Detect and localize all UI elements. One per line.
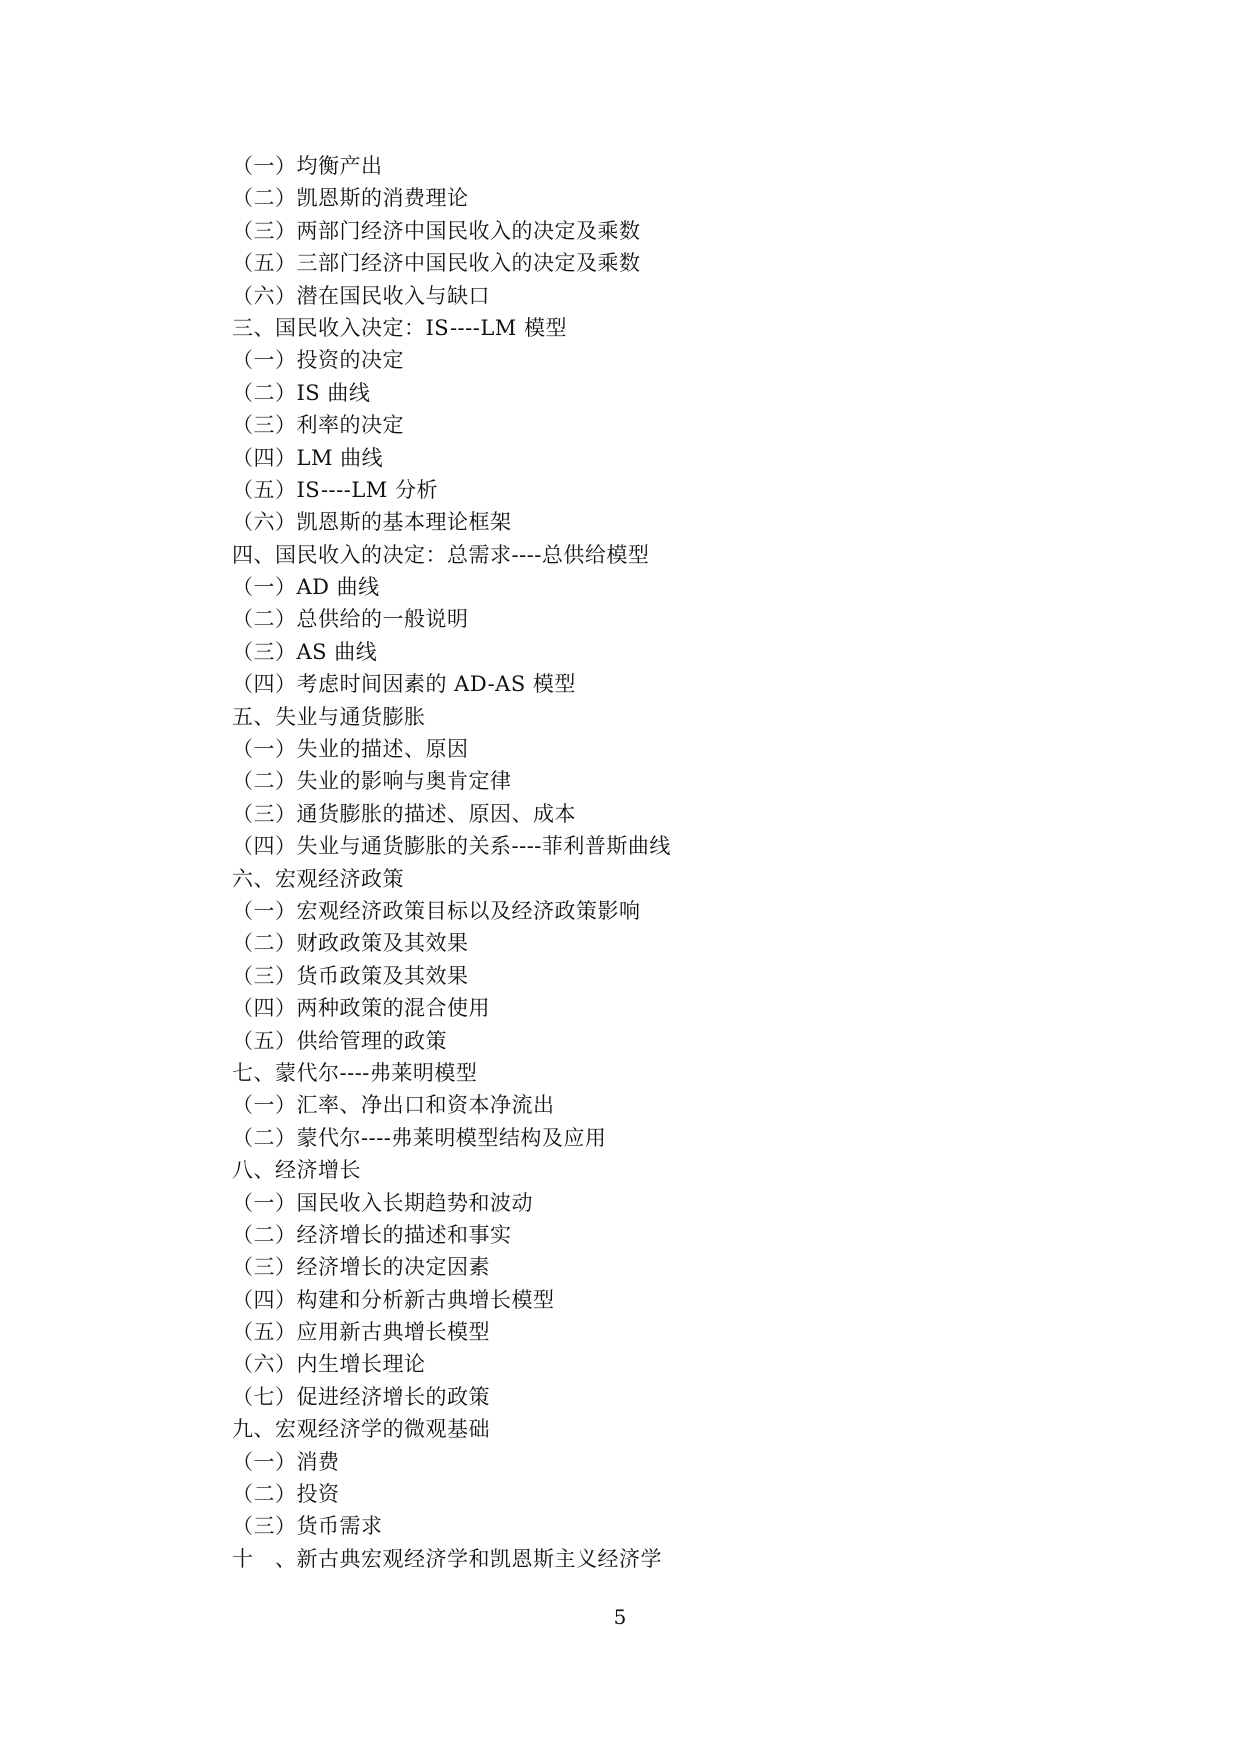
subsection-item: （四）LM 曲线: [232, 445, 384, 470]
section-heading: 十 、新古典宏观经济学和凯恩斯主义经济学: [232, 1546, 662, 1571]
section-heading: 五、失业与通货膨胀: [232, 704, 426, 729]
syllabus-outline: [232, 150, 671, 1575]
section-heading: 八、经济增长: [232, 1158, 361, 1183]
subsection-item: （一）消费: [232, 1449, 340, 1474]
subsection-item: （三）经济增长的决定因素: [232, 1255, 490, 1280]
section-heading: 六、宏观经济政策: [232, 866, 404, 891]
section-heading: 九、宏观经济学的微观基础: [232, 1417, 490, 1442]
subsection-item: （三）利率的决定: [232, 413, 404, 438]
section-heading: 七、蒙代尔----弗莱明模型: [232, 1060, 478, 1085]
subsection-item: （三）AS 曲线: [232, 639, 378, 664]
subsection-item: （六）内生增长理论: [232, 1352, 426, 1377]
subsection-item: （四）考虑时间因素的 AD-AS 模型: [232, 672, 576, 697]
subsection-item: （二）财政政策及其效果: [232, 931, 469, 956]
subsection-item: （一）投资的决定: [232, 348, 404, 373]
subsection-item: （二）IS 曲线: [232, 380, 371, 405]
subsection-item: （二）总供给的一般说明: [232, 607, 469, 632]
subsection-item: （二）投资: [232, 1482, 340, 1507]
subsection-item: （七）促进经济增长的政策: [232, 1384, 490, 1409]
subsection-item: （四）两种政策的混合使用: [232, 996, 490, 1021]
subsection-item: （六）凯恩斯的基本理论框架: [232, 510, 512, 535]
subsection-item: （一）均衡产出: [232, 154, 383, 178]
subsection-item: （三）货币政策及其效果: [232, 963, 469, 988]
subsection-item: （二）经济增长的描述和事实: [232, 1222, 512, 1247]
subsection-item: （一）宏观经济政策目标以及经济政策影响: [232, 898, 641, 923]
subsection-item: （六）潜在国民收入与缺口: [232, 283, 490, 308]
subsection-item: （二）蒙代尔----弗莱明模型结构及应用: [232, 1125, 607, 1150]
section-heading: 三、国民收入决定：IS----LM 模型: [232, 315, 567, 340]
page-number: 5: [613, 1605, 627, 1629]
subsection-item: （一）失业的描述、原因: [232, 737, 469, 762]
subsection-item: （五）供给管理的政策: [232, 1028, 447, 1053]
subsection-item: （二）凯恩斯的消费理论: [232, 186, 469, 211]
subsection-item: （三）两部门经济中国民收入的决定及乘数: [232, 218, 641, 243]
subsection-item: （一）国民收入长期趋势和波动: [232, 1190, 533, 1215]
subsection-item: （五）应用新古典增长模型: [232, 1320, 490, 1345]
subsection-item: （三）通货膨胀的描述、原因、成本: [232, 801, 576, 826]
subsection-item: （二）失业的影响与奥肯定律: [232, 769, 512, 794]
subsection-item: （五）IS----LM 分析: [232, 477, 438, 502]
section-heading: 四、国民收入的决定：总需求----总供给模型: [232, 542, 650, 567]
subsection-item: （一）AD 曲线: [232, 575, 380, 600]
subsection-item: （五）三部门经济中国民收入的决定及乘数: [232, 251, 641, 276]
subsection-item: （一）汇率、净出口和资本净流出: [232, 1093, 555, 1118]
subsection-item: （四）失业与通货膨胀的关系----菲利普斯曲线: [232, 834, 671, 859]
subsection-item: （四）构建和分析新古典增长模型: [232, 1287, 555, 1312]
subsection-item: （三）货币需求: [232, 1514, 383, 1539]
